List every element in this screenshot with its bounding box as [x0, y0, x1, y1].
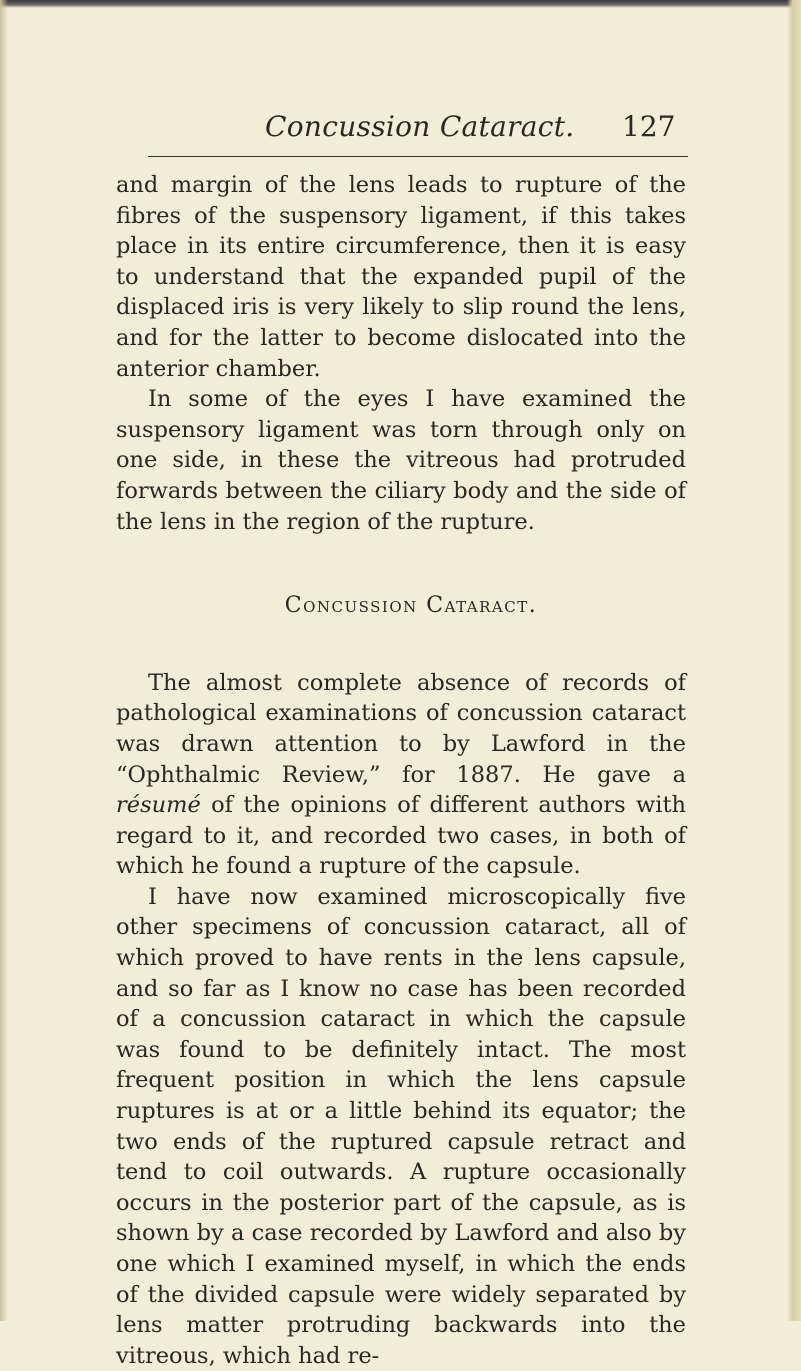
paragraph-3: [116, 668, 686, 882]
header-rule: [148, 156, 688, 157]
page-right-edge: [787, 0, 801, 1321]
section-heading-text: Concussion Cataract.: [284, 593, 538, 619]
page-left-shadow: [0, 0, 8, 1321]
running-head: [0, 110, 801, 144]
section-heading: [116, 591, 686, 622]
paragraph-4: I have now examined microscopically five other specimens of concussion cataract, all of which proved to have rents in the lens capsule, and so far as I know no case has been recorded of a concussion cataract in which the capsule was found to be definitely intact. The most frequent position in which the lens capsule ruptures is at or a little behind its equator; the two ends of the ruptured capsule retract and tend to coil outwards. A rupture occasionally occurs in the posterior part of the capsule, as is shown by a case recorded by Lawford and also by one which I examined myself, in which the ends of the divided capsule were widely separated by lens matter protruding backwards into the vitreous, which had re-: [116, 883, 686, 1369]
body-text: [116, 170, 686, 1371]
running-title: Concussion Cataract.: [265, 110, 575, 143]
paragraph-3-text-b: of the opinions of different authors with regard to it, and recorded two cases, in both of which he found a rupture of the capsule.: [116, 792, 686, 880]
paragraph-3-text-a: The almost complete absence of records of pathological examinations of concussion cataract was drawn attention to by Lawford in the “Ophthalmic Review,” for 1887. He gave a: [116, 669, 686, 788]
page-number: 127: [622, 110, 676, 143]
paragraph-1: and margin of the lens leads to rupture of the fibres of the suspensory ligament, if this takes place in its entire circumference, then it is easy to understand that the expanded pupil of the displaced iris is very likely to slip round the lens, and for the latter to become dislocated into the anterior chamber.: [116, 172, 686, 382]
page-top-edge: [0, 0, 801, 8]
paragraph-3-italic: résumé: [116, 792, 201, 819]
paragraph-2: In some of the eyes I have examined the suspensory ligament was torn through only on one side, in these the vitreous had protruded forwards between the ciliary body and the side of the lens in the region of the rupture.: [116, 386, 686, 535]
